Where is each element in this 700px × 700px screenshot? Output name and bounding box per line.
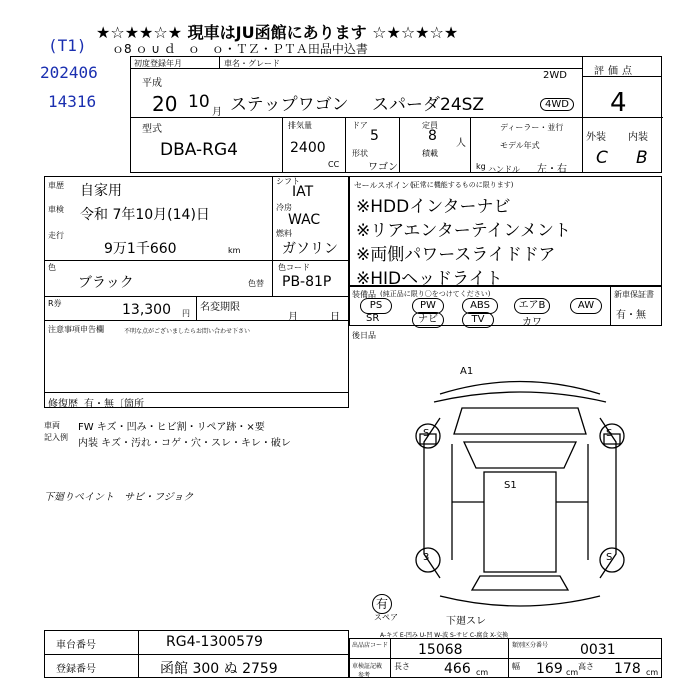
equip-airbag: エアB [514,298,550,314]
mark-right-rear: S [606,552,613,563]
int-score: B [636,148,648,168]
history: 自家用 [80,183,122,199]
equip-navi: ナビ [412,312,444,328]
recycle-unit: 円 [182,309,190,318]
doors-label: ドア [352,121,368,130]
equip-leather: カワ [522,317,542,328]
rear-bumper [440,596,600,606]
name-change-label: 名変期限 [200,302,240,313]
height: 178 [614,661,641,677]
mark-right-front: S [606,428,613,439]
fuel-label: 燃料 [276,229,292,238]
category: 0031 [580,642,616,658]
color: ブラック [78,275,134,291]
selling-point-4: ※HIDヘッドライト [356,269,503,289]
km-unit: km [228,246,241,255]
car-name: ステップワゴン [230,95,349,115]
first-reg-label: 初度登録年月 [134,59,182,68]
color-label: 色 [48,263,56,272]
dealer-code-label: 出品店コード [352,642,389,649]
load-unit: kg [476,162,486,171]
doors: 5 [370,128,379,144]
selling-point-3: ※両側パワースライドドア [356,245,556,265]
name-change-day: 日 [330,312,340,323]
name-change-month: 月 [288,312,298,323]
dims-label: 車検証記載 [352,663,383,670]
length: 466 [444,661,471,677]
ext-label: 外装 [586,132,606,143]
selling-point-1: ※HDDインターナビ [356,197,511,217]
notes-label: 注意事項申告欄 [48,325,104,334]
handwritten-note: 下廻りペイント サビ・フジョク [44,492,194,503]
notes-note: 不明な点がございましたらお問い合わせ下さい [124,328,251,335]
stamp-code: (T1) [48,36,87,55]
equip-ps: PS [360,298,392,314]
shape-label: 形状 [352,149,368,158]
cc-label: CC [328,160,340,169]
registration-number: 函館 300 ぬ 2759 [160,661,278,677]
width-label: 幅 [512,662,520,671]
reg-month: 10 [188,92,210,112]
drive-2wd: 2WD [543,70,567,81]
equip-abs: ABS [462,298,498,314]
mark-spare: 有 [372,594,392,614]
load-label: 積載 [422,149,438,158]
selling-points-note: (正常に機能するものに限ります) [410,181,514,189]
grade: スパーダ24SZ [372,95,485,115]
color-code-label: 色コード [278,263,310,272]
mark-under: 下廻スレ [446,616,486,627]
legend-label1: 車両 [44,421,60,430]
capacity: 8 [428,128,437,144]
equip-pw: PW [412,298,444,314]
model-label: 型式 [142,124,162,135]
fuel: ガソリン [282,241,338,257]
equip-tv: TV [462,312,494,328]
mark-spare-sub: スペア [374,613,398,622]
mileage: 9万1千660 [104,241,177,257]
capacity-unit: 人 [456,138,466,149]
era: 平成 [142,78,162,89]
drive-4wd: 4WD [540,98,574,111]
displacement: 2400 [290,140,326,156]
car-diagram [400,364,640,612]
category-label: 類別区分番号 [512,642,549,649]
ac-label: 冷房 [276,203,292,212]
length-label: 長さ [394,662,410,671]
selling-point-2: ※リアエンターテインメント [356,221,572,241]
handle: 左・右 [537,164,567,175]
displacement-label: 排気量 [288,121,312,130]
score-value: 4 [610,88,627,118]
color-code: PB-81P [282,274,332,290]
warranty-label: 新車保証書 [614,290,654,299]
roof [484,472,556,572]
recycle-label: R券 [48,299,62,308]
rear-label: 後日品 [352,331,376,340]
mileage-label: 走行 [48,231,64,240]
height-label: 高さ [578,662,594,671]
equipment-note: (純正品に限り〇をつけてください) [380,290,491,298]
registration-label: 登録番号 [56,664,96,675]
height-unit: cm [646,668,659,677]
selling-points-label: セールスポイント [354,181,418,190]
damage-code-legend: A-キズ E-凹み U-凹 W-波 S-サビ C-腐食 X-交換 [380,632,509,639]
warranty: 有・無 [616,310,646,321]
reg-year: 20 [152,92,178,116]
inspection: 令和 7年10月(14)日 [80,207,210,223]
chassis-number: RG4-1300579 [166,634,263,650]
stamp-number: 14316 [48,92,97,111]
equipment-label: 装備品 [352,290,376,299]
shift-label: シフト [276,177,300,186]
mark-left-front: S [423,428,430,439]
car-name-label: 車名・グレード [224,59,280,68]
int-label: 内装 [628,132,648,143]
legend-line1: FW キズ・凹み・ヒビ割・リペア跡・×要 [78,422,265,433]
mark-left-rear: 3 [423,552,430,563]
handle-label: ハンドル [488,165,520,174]
ac: WAC [288,212,321,228]
equip-sr: SR [366,313,380,324]
score-label: 評価点 [594,66,636,77]
recycle-value: 13,300 [122,302,171,318]
mark-top: A1 [460,366,474,377]
equip-aw: AW [570,298,602,314]
chassis-label: 車台番号 [56,640,96,651]
model-year-label: モデル年式 [500,141,540,150]
inspection-label: 車検 [48,205,64,214]
form-title: ｏ8 ｏ ∪ ｄ ｏ ｏ・ＴＺ・ＰＴＡ田品中込書 [112,42,368,56]
legend-line2: 内装 キズ・汚れ・コゲ・穴・スレ・キレ・破レ [78,438,291,449]
mark-roof: S1 [504,480,517,491]
stamp-date: 202406 [40,63,98,82]
capacity-label: 定員 [422,121,438,130]
shape: ワゴン [368,162,398,173]
repair: 有・無〔箇所 [84,399,144,410]
dims-ref-label: 参考 [358,672,371,679]
model: DBA-RG4 [160,140,238,160]
banner: ★☆★★☆★ 現車はJU函館にあります ☆★☆★☆★ [96,23,459,42]
width-unit: cm [566,668,579,677]
dealer-label: ディーラー・並行 [500,123,564,132]
history-label: 車歴 [48,181,64,190]
windshield [464,442,576,468]
repair-label: 修復歴 [48,399,78,410]
dealer-code: 15068 [418,642,463,658]
ext-score: C [596,148,608,168]
hood [454,408,586,434]
legend-label2: 記入例 [44,433,68,442]
length-unit: cm [476,668,489,677]
shift: IAT [292,184,314,200]
rear-window [472,576,568,590]
reg-month-unit: 月 [212,107,222,118]
width: 169 [536,661,563,677]
color-replace-label: 色替 [248,279,264,288]
